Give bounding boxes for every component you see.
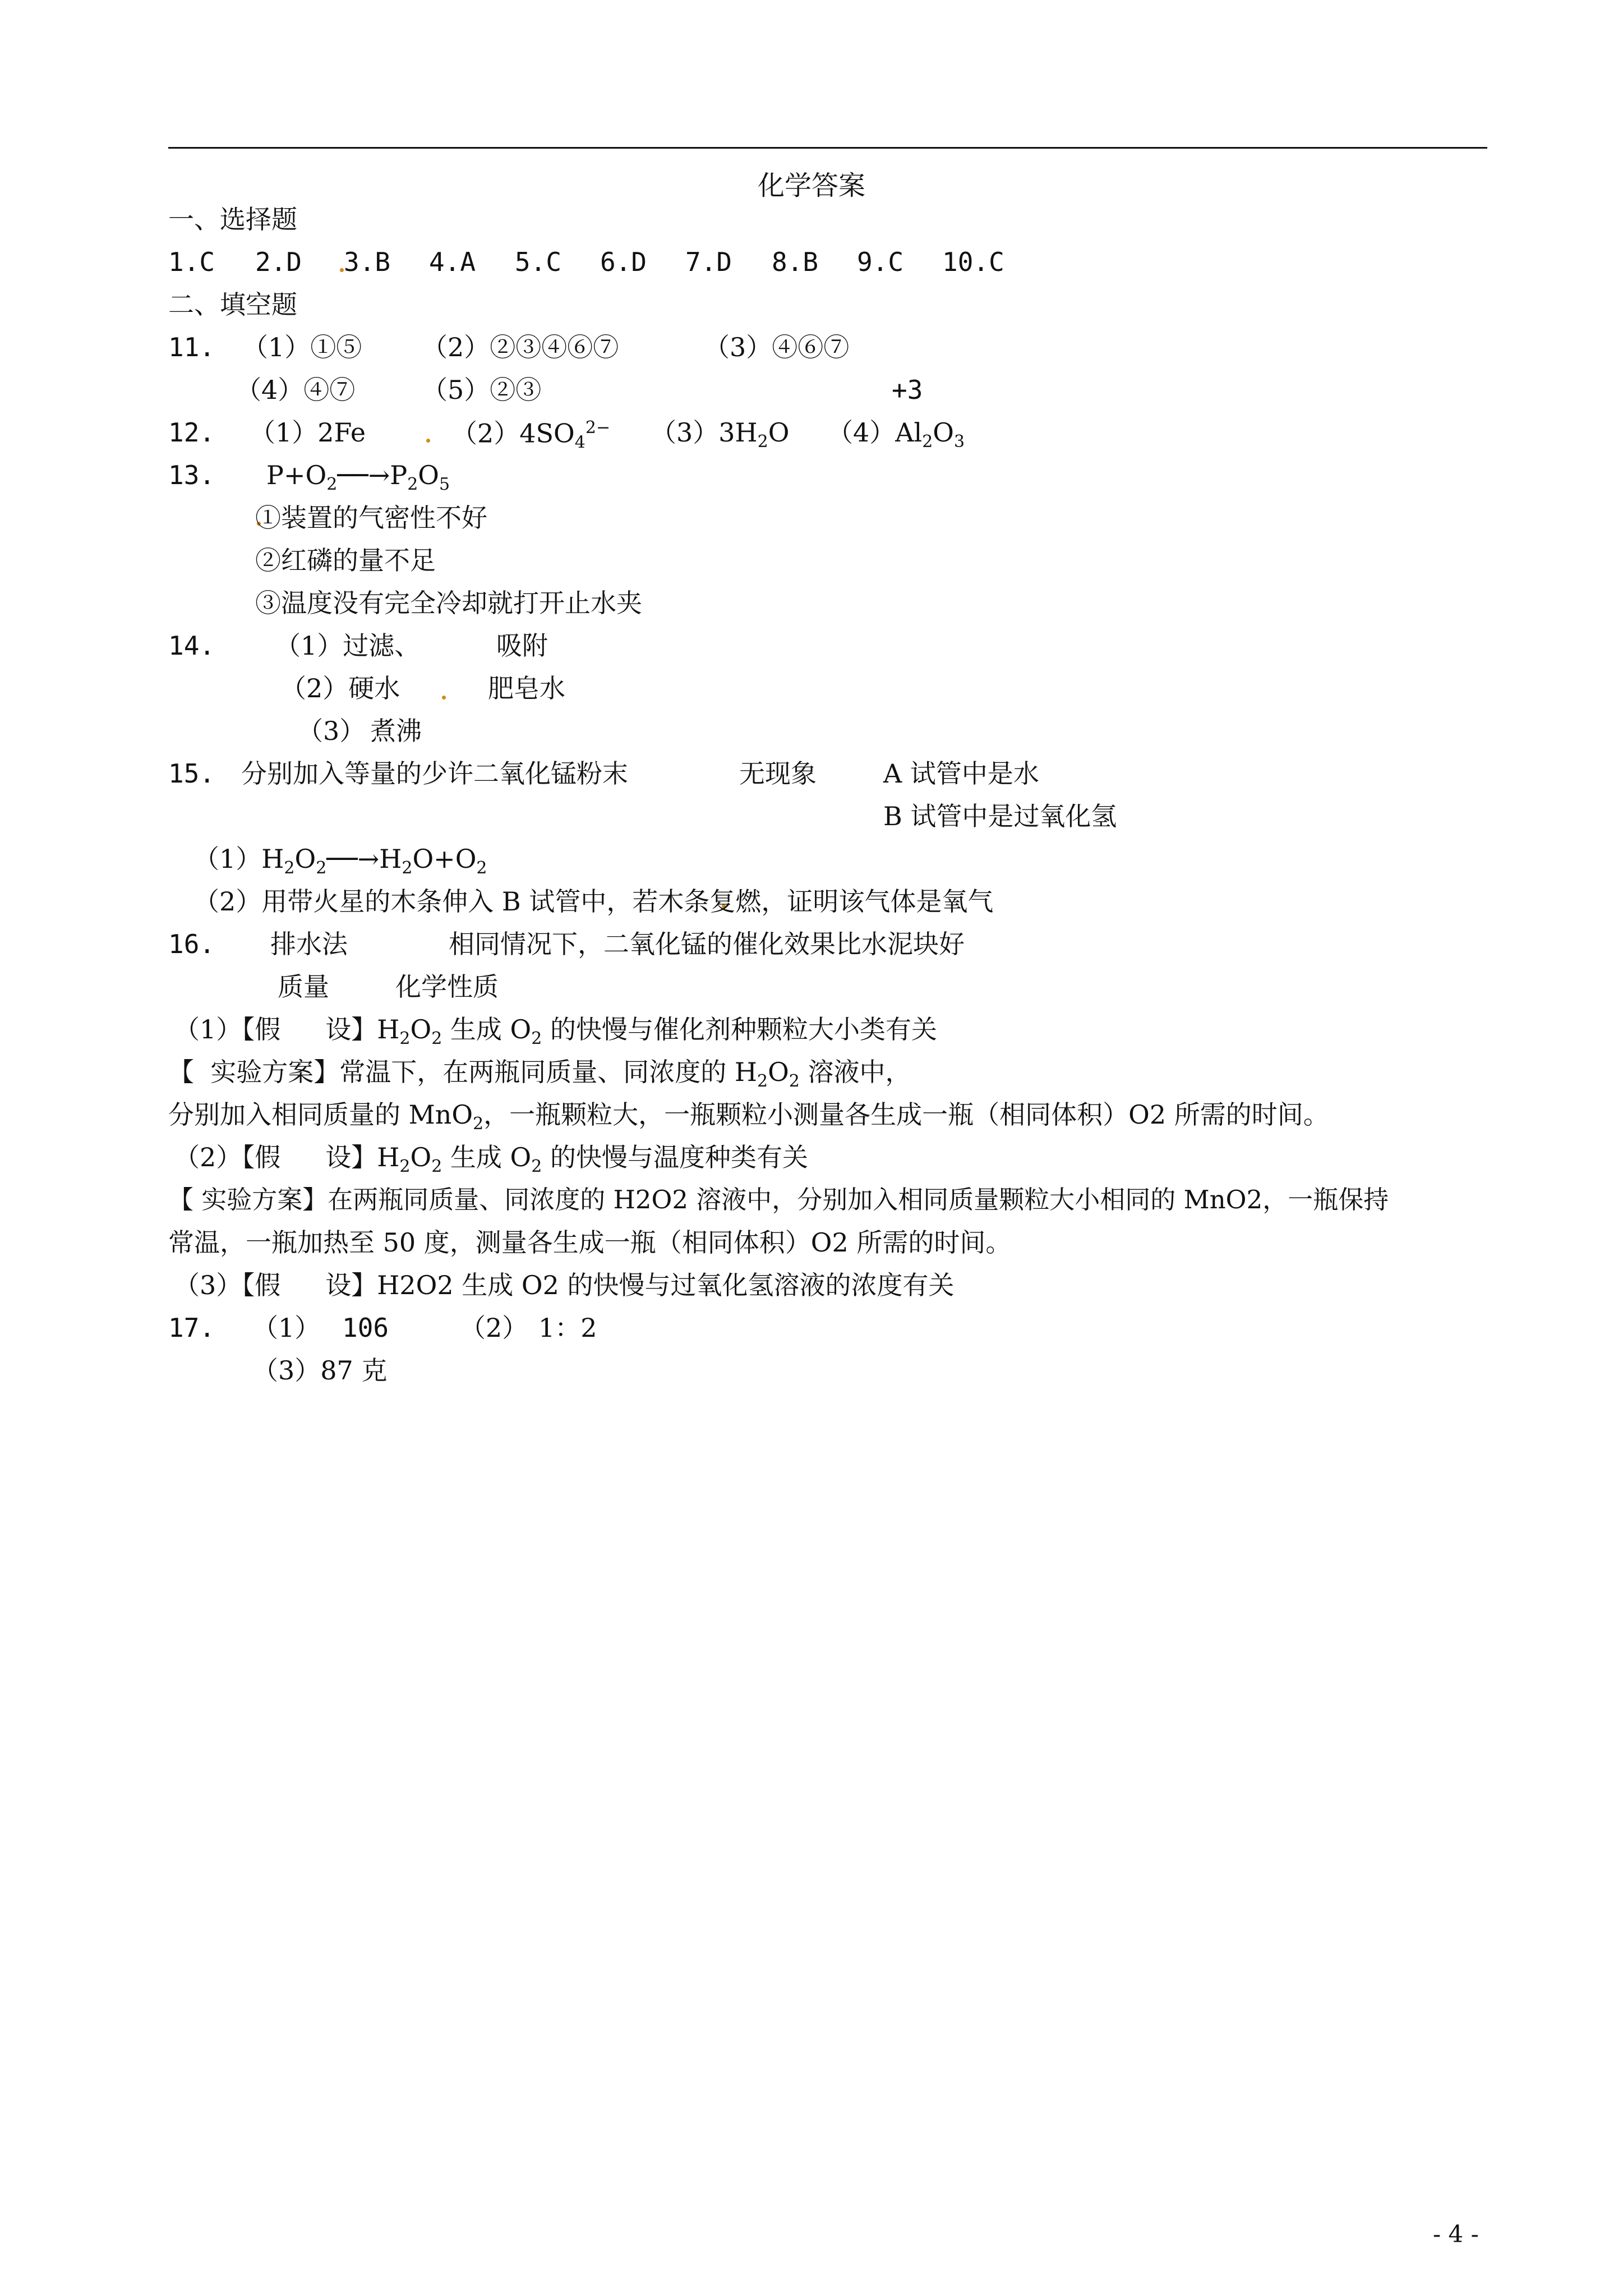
q16-answer-4: 化学性质 bbox=[395, 972, 499, 1002]
q14-answer-2b: 肥皂水 bbox=[488, 673, 565, 703]
page-number: - 4 - bbox=[1433, 2220, 1479, 2248]
q11-answer-1: （1）①⑤ bbox=[242, 332, 362, 362]
section-fill-heading: 二、填空题 bbox=[168, 289, 297, 320]
q15-step: 分别加入等量的少许二氧化锰粉末 bbox=[241, 758, 628, 789]
q14-answer-1b: 吸附 bbox=[496, 631, 548, 661]
q15-conclusion-2: B 试管中是过氧化氢 bbox=[883, 801, 1117, 831]
ink-dot bbox=[442, 696, 446, 700]
header-rule bbox=[168, 147, 1487, 149]
q11-answer-2: （2）②③④⑥⑦ bbox=[422, 332, 619, 362]
q16-answer-2: 相同情况下，二氧化锰的催化效果比水泥块好 bbox=[449, 929, 965, 959]
q17-number: 17. bbox=[168, 1313, 215, 1343]
q16-hypothesis-1: （1）【假 设】$H_2O_2$ 生成 $O_2$ 的快慢与催化剂种颗粒大小类有关 bbox=[174, 1014, 937, 1049]
q17-answer-1-label: （1） bbox=[252, 1313, 321, 1343]
page-title: 化学答案 bbox=[757, 170, 865, 201]
q11-answer-3: （3）④⑥⑦ bbox=[704, 332, 850, 362]
reaction-arrow-icon: ──→ bbox=[337, 460, 390, 490]
q13-reason-3: ③温度没有完全冷却就打开止水夹 bbox=[255, 588, 642, 618]
choice-answer-2: 2.D bbox=[255, 247, 302, 277]
q13-reason-1: ①装置的气密性不好 bbox=[255, 503, 487, 533]
q17-answer-2-label: （2） bbox=[460, 1313, 528, 1343]
choice-answer-6: 6.D bbox=[600, 247, 647, 277]
q14-answer-1: （1）过滤、 bbox=[275, 631, 421, 661]
q16-plan-1-line-1: 【 实验方案】常温下，在两瓶同质量、同浓度的 $H_2O_2$ 溶液中， bbox=[168, 1057, 911, 1092]
ink-dot bbox=[340, 268, 344, 272]
choice-answer-7: 7.D bbox=[685, 247, 732, 277]
q16-plan-2-line-1: 【 实验方案】在两瓶同质量、同浓度的 H2O2 溶液中，分别加入相同质量颗粒大小相同的 MnO2，一瓶保持 bbox=[168, 1185, 1389, 1214]
q11-answer-4: （4）④⑦ bbox=[236, 375, 356, 405]
q16-answer-3: 质量 bbox=[278, 972, 329, 1002]
q11-answer-5: （5）②③ bbox=[422, 375, 542, 405]
choice-answer-3: 3.B bbox=[344, 247, 391, 277]
q15-equation: $(1)H_2O_2──\to H_2O+O_2$ bbox=[193, 844, 487, 878]
q15-phenomenon: 无现象 bbox=[739, 758, 817, 789]
q13-reason-2: ②红磷的量不足 bbox=[255, 545, 436, 576]
q15-conclusion-1: A 试管中是水 bbox=[883, 758, 1039, 789]
choice-answer-9: 9.C bbox=[857, 247, 904, 277]
q14-answer-3b: 煮沸 bbox=[370, 716, 422, 746]
q13-number: 13. bbox=[168, 460, 215, 490]
section-choice-heading: 一、选择题 bbox=[168, 204, 297, 234]
choice-answer-5: 5.C bbox=[515, 247, 562, 277]
q12-answer-1: （1）2Fe bbox=[250, 417, 366, 448]
choice-answer-8: 8.B bbox=[772, 247, 819, 277]
q12-answer-3: $(3)3H_2O$ bbox=[651, 417, 790, 452]
q13-equation: $P+O_2──\to P_2O_5$ bbox=[266, 460, 450, 495]
choice-answer-10: 10.C bbox=[942, 247, 1004, 277]
q14-number: 14. bbox=[168, 631, 215, 661]
q14-answer-2: （2）硬水 bbox=[280, 673, 400, 703]
q16-plan-2-line-2: 常温，一瓶加热至 50 度，测量各生成一瓶（相同体积）O2 所需的时间。 bbox=[168, 1227, 1012, 1258]
q17-answer-1-value: 106 bbox=[342, 1313, 389, 1343]
q11-number: 11. bbox=[168, 332, 215, 362]
q16-number: 16. bbox=[168, 929, 215, 959]
q16-answer-1: 排水法 bbox=[270, 929, 348, 959]
reaction-arrow-icon: ──→ bbox=[326, 844, 380, 874]
q15-number: 15. bbox=[168, 758, 215, 789]
q16-hypothesis-3: （3）【假 设】H2O2 生成 O2 的快慢与过氧化氢溶液的浓度有关 bbox=[174, 1270, 955, 1300]
q12-answer-4: $(4)Al_2O_3$ bbox=[827, 417, 965, 452]
q12-number: 12. bbox=[168, 417, 215, 448]
q15-answer-2: （2）用带火星的木条伸入 B 试管中，若木条复燃，证明该气体是氧气 bbox=[193, 886, 994, 917]
choice-answer-4: 4.A bbox=[429, 247, 476, 277]
q16-hypothesis-2: （2）【假 设】$H_2O_2$ 生成 $O_2$ 的快慢与温度种类有关 bbox=[174, 1142, 808, 1177]
choice-answer-1: 1.C bbox=[168, 247, 215, 277]
q11-valence-mark: +3 bbox=[892, 375, 923, 405]
q12-answer-2: $(2)4SO_4^{2-}$ bbox=[451, 418, 611, 453]
q17-answer-3: （3）87 克 bbox=[252, 1355, 388, 1386]
q17-answer-2-value: 1：2 bbox=[538, 1313, 597, 1343]
q16-plan-1-line-2: 分别加入相同质量的 MnO$_2$，一瓶颗粒大，一瓶颗粒小测量各生成一瓶（相同体积）O2 所需的时间。 bbox=[168, 1099, 1329, 1134]
q14-answer-3: （3） bbox=[297, 716, 366, 746]
ink-dot bbox=[426, 439, 430, 443]
